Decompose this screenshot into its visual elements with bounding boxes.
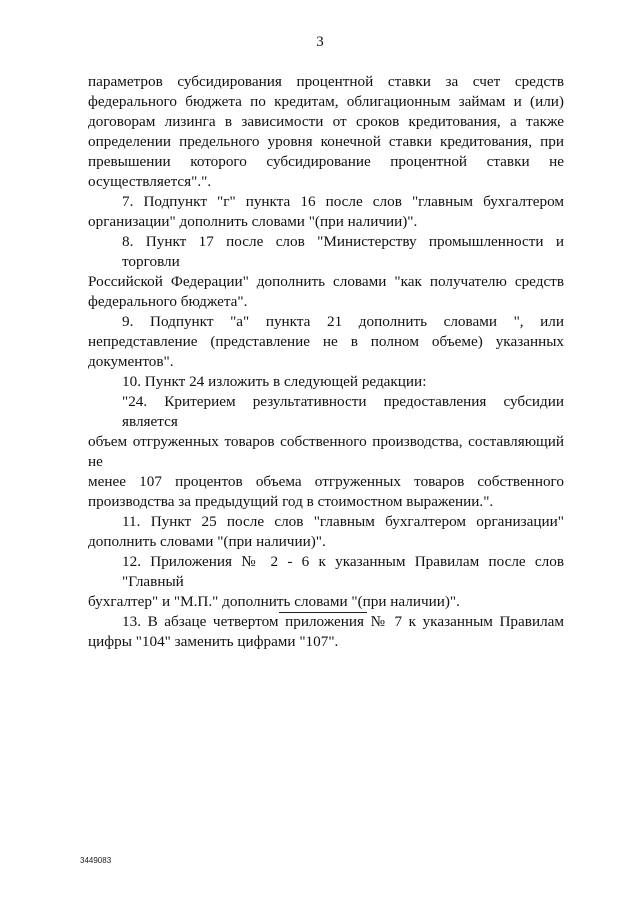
text-line: организации" дополнить словами "(при наличии)".: [88, 213, 418, 230]
text-line: параметров субсидирования процентной ставки за счет средств: [88, 73, 564, 90]
text-line: федерального бюджета по кредитам, облигационным займам и (или): [88, 93, 564, 110]
text-line: цифры "104" заменить цифрами "107".: [88, 633, 339, 650]
text-line: документов".: [88, 353, 174, 370]
text-line: бухгалтер" и "М.П." дополнить словами "(при наличии)".: [88, 593, 460, 610]
text-line: 10. Пункт 24 изложить в следующей редакции:: [122, 373, 427, 390]
text-line: осуществляется".".: [88, 173, 212, 190]
paragraph-item-12: [88, 552, 564, 612]
text-line: федерального бюджета".: [88, 293, 248, 310]
paragraph-item-9: [88, 312, 564, 372]
text-line: 12. Приложения № 2 - 6 к указанным Правилам после слов "Главный: [122, 553, 564, 590]
paragraph-item-13: [88, 612, 564, 652]
document-body: [88, 72, 564, 652]
paragraph-item-10: [88, 372, 564, 392]
paragraph-item-11: [88, 512, 564, 552]
text-line: дополнить словами "(при наличии)".: [88, 533, 326, 550]
paragraph-item-7: [88, 192, 564, 232]
text-line: Российской Федерации" дополнить словами "как получателю средств: [88, 273, 564, 290]
paragraph-item-24-quote: [88, 392, 564, 512]
text-line: "24. Критерием результативности предоставления субсидии является: [122, 393, 564, 430]
text-line: объем отгруженных товаров собственного производства, составляющий не: [88, 433, 564, 470]
text-line: договорам лизинга в зависимости от сроков кредитования, а также: [88, 113, 564, 130]
text-line: превышении которого субсидирование процентной ставки не: [88, 153, 564, 170]
text-line: 11. Пункт 25 после слов "главным бухгалтером организации": [122, 513, 564, 530]
text-line: 7. Подпункт "г" пункта 16 после слов "главным бухгалтером: [122, 193, 564, 210]
page-number: 3: [316, 34, 324, 50]
document-code: 3449083: [80, 856, 112, 865]
paragraph-item-8: [88, 232, 564, 312]
text-line: определении предельного уровня конечной ставки кредитования, при: [88, 133, 564, 150]
text-line: 8. Пункт 17 после слов "Министерству промышленности и торговли: [122, 233, 564, 270]
text-line: 9. Подпункт "а" пункта 21 дополнить словами ", или: [122, 313, 564, 330]
end-separator-line: [279, 612, 367, 613]
text-line: 13. В абзаце четвертом приложения № 7 к указанным Правилам: [122, 613, 564, 630]
text-line: непредставление (представление не в полном объеме) указанных: [88, 333, 564, 350]
text-line: производства за предыдущий год в стоимостном выражении.".: [88, 493, 494, 510]
paragraph-continuation: [88, 72, 564, 192]
text-line: менее 107 процентов объема отгруженных товаров собственного: [88, 473, 564, 490]
